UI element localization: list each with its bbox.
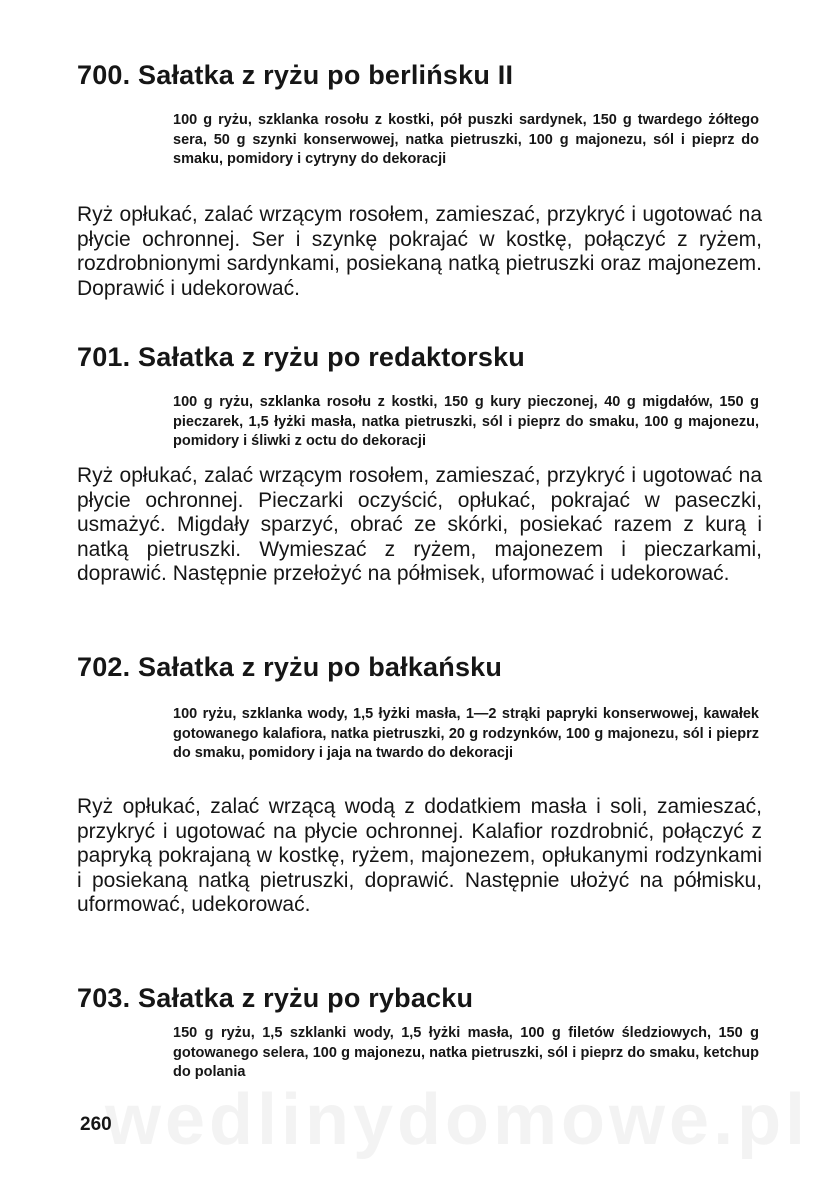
recipe-method: Ryż opłukać, zalać wrzącym rosołem, zamieszać, przykryć i ugotować na płycie ochronnej. Pieczarki oczyścić, opłukać, pokrajać w paseczki, usmażyć. Migdały sparzyć, obrać ze skórki, posiekać razem z kurą i natką pietruszki. Wymieszać z ryżem, majonezem i pieczarkami, doprawić. Następnie przełożyć na półmisek, uformować i udekorować. <box>77 464 762 585</box>
recipe-ingredients: 100 ryżu, szklanka wody, 1,5 łyżki masła, 1—2 strąki papryki konserwowej, kawałek gotowanego kalafiora, natka pietruszki, 20 g rodzynków, 100 g majonezu, sól i pieprz do smaku, pomidory i jaja na twardo do dekoracji <box>173 706 759 761</box>
watermark: wedlinydomowe.pl <box>105 1080 810 1160</box>
recipe-ingredients: 150 g ryżu, 1,5 szklanki wody, 1,5 łyżki masła, 100 g filetów śledziowych, 150 g gotowanego selera, 100 g majonezu, natka pietruszki, sól i pieprz do smaku, ketchup do polania <box>173 1025 759 1080</box>
recipe-ingredients: 100 g ryżu, szklanka rosołu z kostki, 150 g kury pieczonej, 40 g migdałów, 150 g pieczarek, 1,5 łyżki masła, natka pietruszki, sól i pieprz do smaku, 100 g majonezu, pomidory i śliwki z octu do dekoracji <box>173 394 759 449</box>
recipe-method: Ryż opłukać, zalać wrzącą wodą z dodatkiem masła i soli, zamieszać, przykryć i ugotować na płycie ochronnej. Kalafior rozdrobnić, połączyć z papryką pokrajaną w kostkę, ryżem, majonezem, opłukanymi rodzynkami i posiekaną natką pietruszki, doprawić. Następnie ułożyć na półmisku, uformować, udekorować. <box>77 795 762 916</box>
recipe-method: Ryż opłukać, zalać wrzącym rosołem, zamieszać, przykryć i ugotować na płycie ochronnej. Ser i szynkę pokrajać w kostkę, połączyć z ryżem, rozdrobnionymi sardynkami, posiekaną natką pietruszki oraz majonezem. Doprawić i udekorować. <box>77 203 762 300</box>
recipe-ingredients: 100 g ryżu, szklanka rosołu z kostki, pół puszki sardynek, 150 g twardego żółtego sera, 50 g szynki konserwowej, natka pietruszki, 100 g majonezu, sól i pieprz do smaku, pomidory i cytryny do dekoracji <box>173 112 759 167</box>
recipe-title: 700. Sałatka z ryżu po berlińsku II <box>77 60 514 90</box>
page-number: 260 <box>80 1114 112 1135</box>
recipe-title: 702. Sałatka z ryżu po bałkańsku <box>77 652 503 682</box>
recipe-title: 703. Sałatka z ryżu po rybacku <box>77 983 474 1013</box>
recipe-title: 701. Sałatka z ryżu po redaktorsku <box>77 342 525 372</box>
